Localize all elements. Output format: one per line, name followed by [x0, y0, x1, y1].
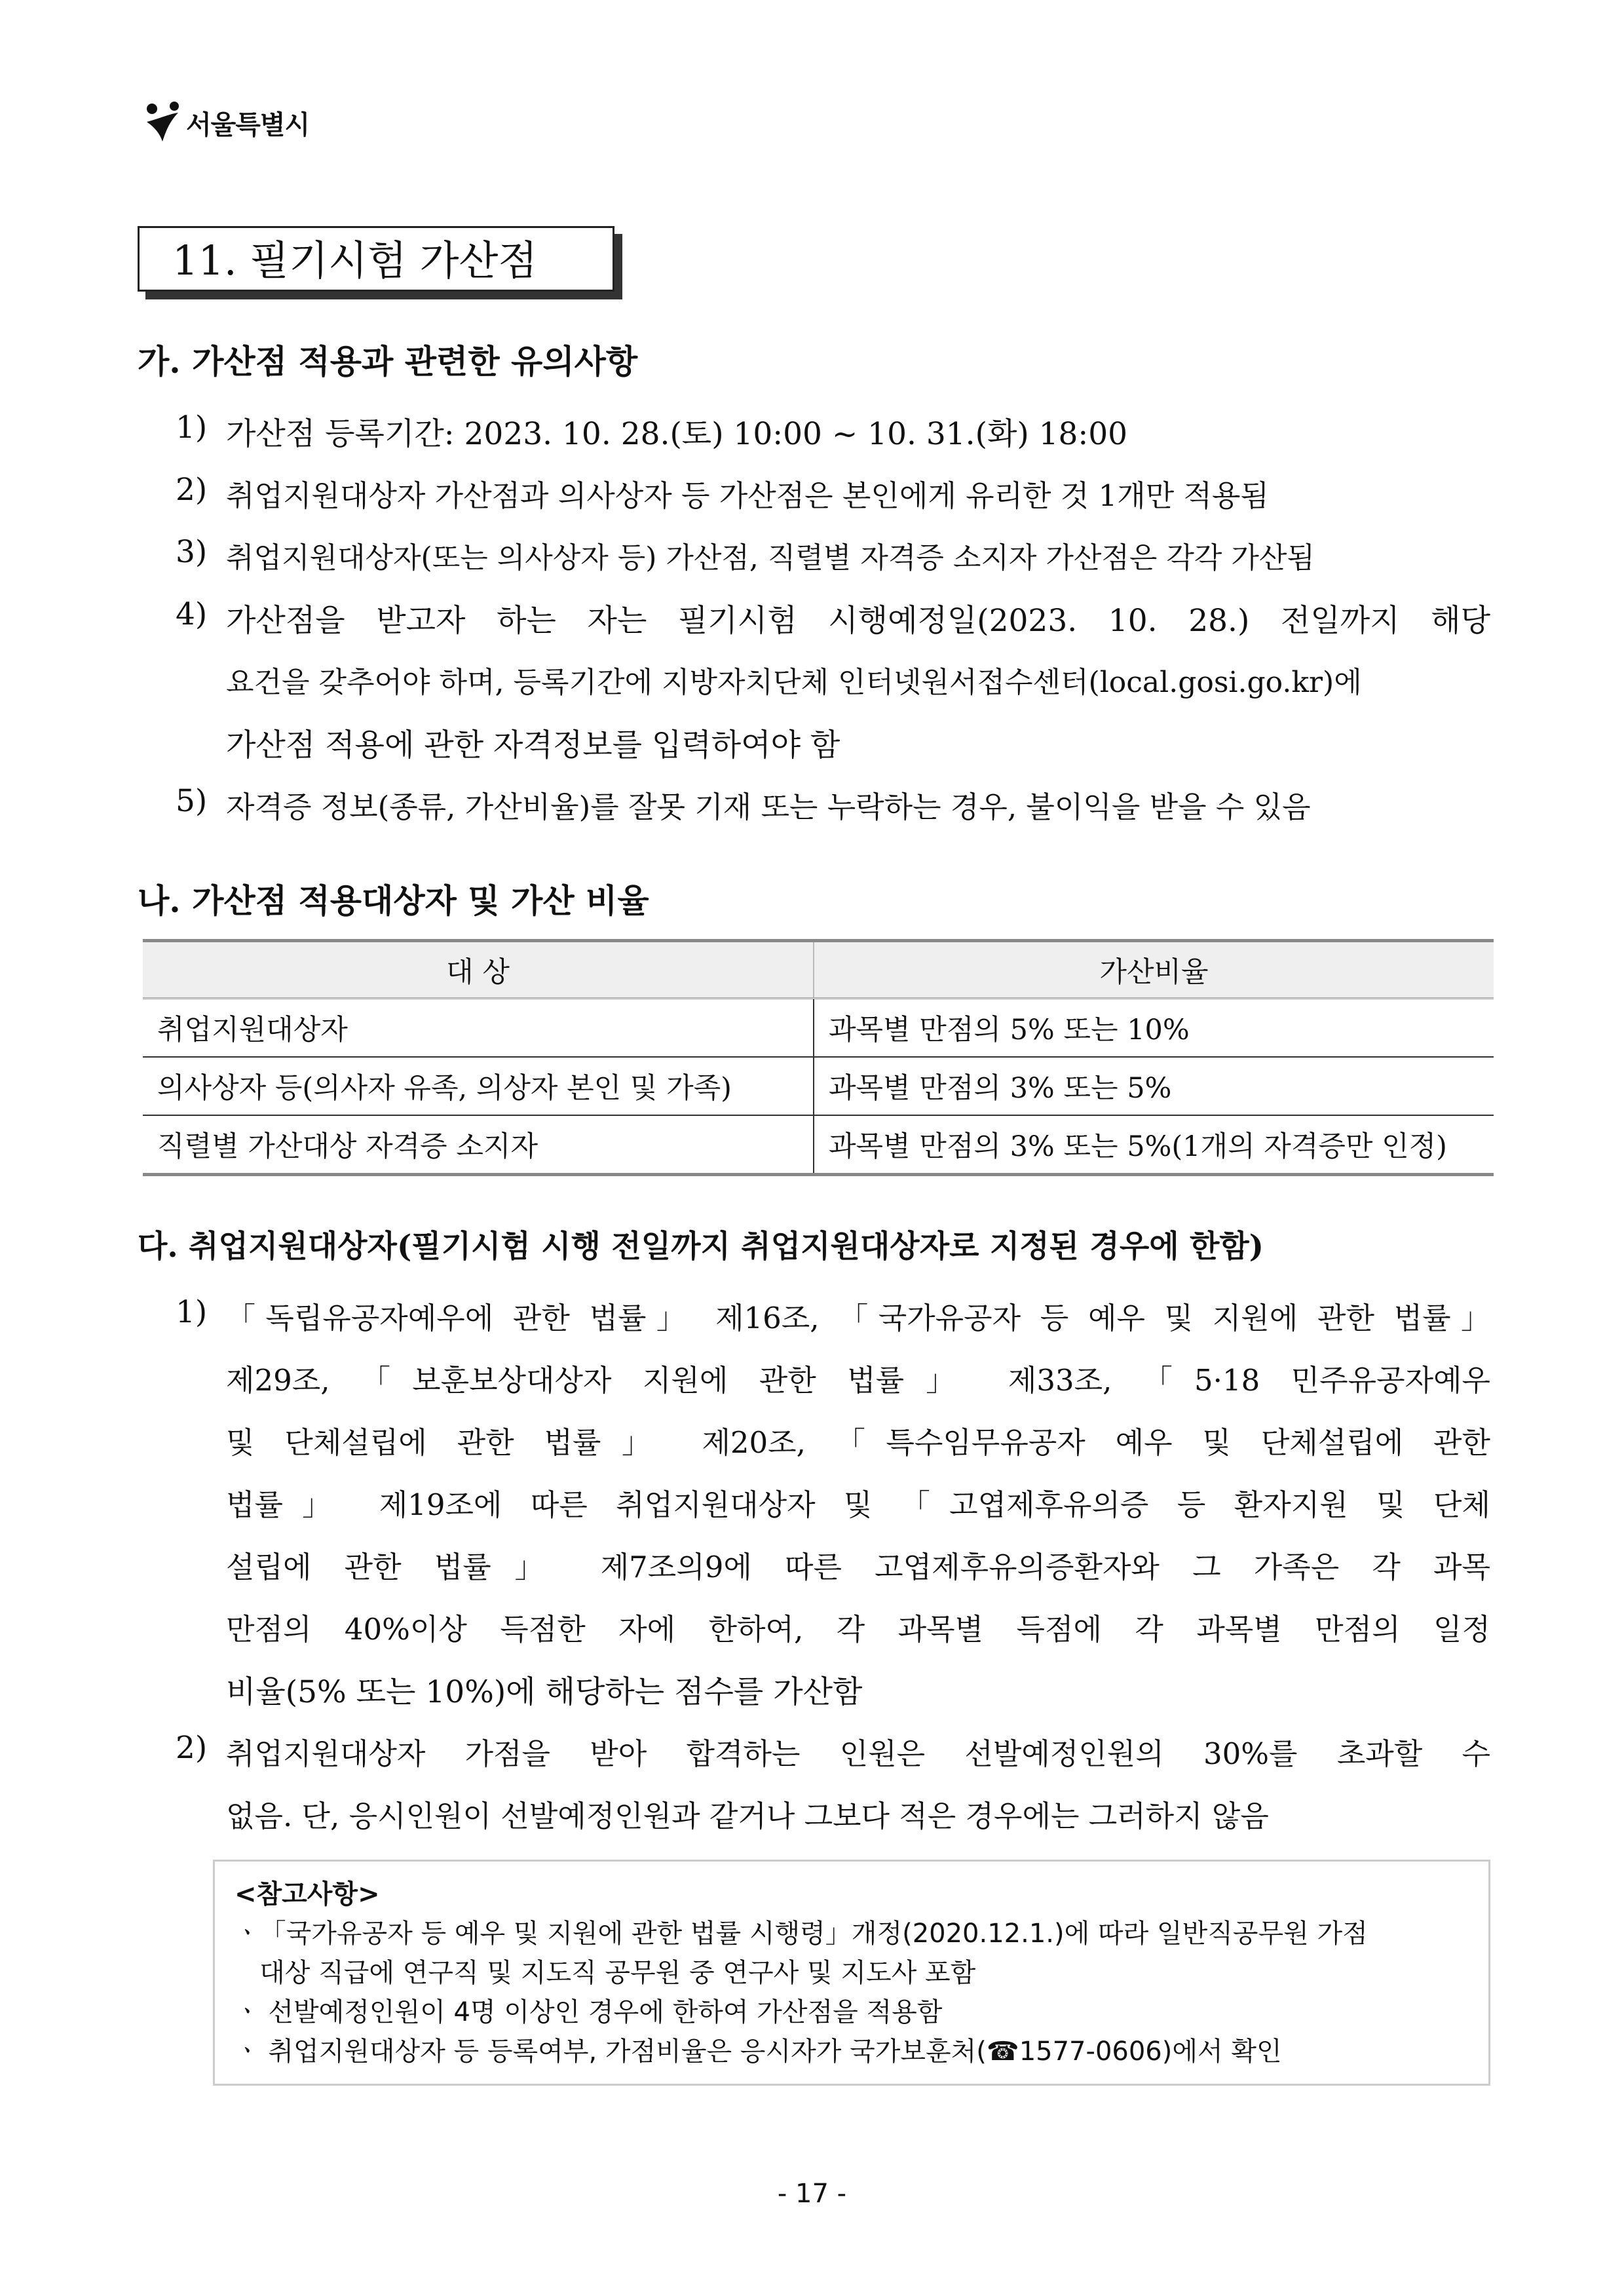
- part-a-title: 가. 가산점 적용과 관련한 유의사항: [138, 342, 638, 381]
- section-title: 11. 필기시험 가산점: [138, 226, 614, 292]
- note-item: ㆍ「국가유공자 등 예우 및 지원에 관한 법률 시행령」개정(2020.12.1.)에 따라 일반직공무원 가점: [235, 1919, 1368, 1949]
- part-a-item-4-line-1: 가산점을 받고자 하는 자는 필기시험 시행예정일(2023. 10. 28.) 전일까지 해당: [226, 603, 1490, 639]
- part-c-item-1-line-3: 및 단체설립에 관한 법률」 제20조, 「특수임무유공자 예우 및 단체설립에 관한: [226, 1425, 1490, 1460]
- part-a-item-3-text: 취업지원대상자(또는 의사상자 등) 가산점, 직렬별 자격증 소지자 가산점은 각각 가산됨: [226, 541, 1315, 575]
- table-cell-target: 직렬별 가산대상 자격증 소지자: [143, 1115, 814, 1175]
- table-row: [143, 1115, 1494, 1175]
- part-b-title: 나. 가산점 적용대상자 및 가산 비율: [138, 881, 649, 920]
- part-c-item-2-num: 2): [176, 1730, 208, 1766]
- table-row: [143, 999, 1494, 1058]
- reference-note-box: [213, 1860, 1490, 2086]
- part-a-item-4-num: 4): [176, 596, 208, 632]
- part-c-item-1-line-5: 설립에 관한 법률」 제7조의9에 따른 고엽제후유의증환자와 그 가족은 각 과목: [226, 1550, 1490, 1584]
- table-row: [143, 1057, 1494, 1115]
- table-cell-rate: 과목별 만점의 5% 또는 10%: [814, 999, 1494, 1058]
- part-a-item-1-num: 1): [176, 410, 208, 446]
- table-cell-rate: 과목별 만점의 3% 또는 5%: [814, 1057, 1494, 1115]
- part-c-item-1-line-4: 법률」 제19조에 따른 취업지원대상자 및 「고엽제후유의증 등 환자지원 및 단체: [226, 1487, 1490, 1522]
- part-c-title: 다. 취업지원대상자(필기시험 시행 전일까지 취업지원대상자로 지정된 경우에 한함): [138, 1229, 1264, 1265]
- part-c-item-1-num: 1): [176, 1294, 208, 1330]
- part-c-item-1-line-6: 만점의 40%이상 득점한 자에 한하여, 각 과목별 득점에 각 과목별 만점의 일정: [226, 1612, 1490, 1647]
- note-item: ㆍ 선발예정인원이 4명 이상인 경우에 한하여 가산점을 적용함: [235, 1997, 943, 2027]
- note-item: 대상 직급에 연구직 및 지도직 공무원 중 연구사 및 지도사 포함: [235, 1958, 976, 1988]
- part-a-item-5-num: 5): [176, 783, 208, 819]
- table-header-target: 대 상: [143, 941, 814, 999]
- section-title-box: [138, 226, 614, 292]
- part-c-item-1-line-2: 제29조, 「보훈보상대상자 지원에 관한 법률」 제33조, 「5·18 민주유공자예우: [226, 1363, 1490, 1398]
- header-logo: [143, 100, 309, 145]
- part-a-item-3-num: 3): [176, 534, 208, 570]
- page-number: - 17 -: [777, 2179, 847, 2209]
- seoul-logo-icon: [143, 100, 183, 145]
- part-a-item-4-line-2: 요건을 갖추어야 하며, 등록기간에 지방자치단체 인터넷원서접수센터(local.gosi.go.kr)에: [226, 666, 1362, 699]
- table-cell-rate: 과목별 만점의 3% 또는 5%(1개의 자격증만 인정): [814, 1115, 1494, 1175]
- note-item: ㆍ 취업지원대상자 등 등록여부, 가점비율은 응시자가 국가보훈처(☎1577-0606)에서 확인: [235, 2037, 1282, 2067]
- part-c-item-1-line-1: 「독립유공자예우에 관한 법률」 제16조, 「국가유공자 등 예우 및 지원에 관한 법률」: [226, 1301, 1490, 1335]
- part-c-item-2-line-1: 취업지원대상자 가점을 받아 합격하는 인원은 선발예정인원의 30%를 초과할 수: [226, 1736, 1490, 1771]
- part-a-item-1-text: 가산점 등록기간: 2023. 10. 28.(토) 10:00 ~ 10. 31.(화) 18:00: [226, 416, 1128, 452]
- table-cell-target: 취업지원대상자: [143, 999, 814, 1058]
- note-title: <참고사항>: [235, 1879, 380, 1909]
- table-header-rate: 가산비율: [814, 941, 1494, 999]
- part-a-item-4-line-3: 가산점 적용에 관한 자격정보를 입력하여야 함: [226, 727, 840, 763]
- part-a-item-2-text: 취업지원대상자 가산점과 의사상자 등 가산점은 본인에게 유리한 것 1개만 적용됨: [226, 478, 1269, 513]
- table-cell-target: 의사상자 등(의사자 유족, 의상자 본인 및 가족): [143, 1057, 814, 1115]
- part-c-item-2-line-2: 없음. 단, 응시인원이 선발예정인원과 같거나 그보다 적은 경우에는 그러하지 않음: [226, 1799, 1269, 1833]
- part-c-item-1-line-7: 비율(5% 또는 10%)에 해당하는 점수를 가산함: [226, 1674, 863, 1710]
- part-a-item-5-text: 자격증 정보(종류, 가산비율)를 잘못 기재 또는 누락하는 경우, 불이익을 받을 수 있음: [226, 790, 1311, 824]
- logo-text: 서울특별시: [186, 109, 310, 140]
- table-header-row: [143, 941, 1494, 999]
- bonus-rate-table: [143, 939, 1494, 1176]
- part-a-item-2-num: 2): [176, 472, 208, 508]
